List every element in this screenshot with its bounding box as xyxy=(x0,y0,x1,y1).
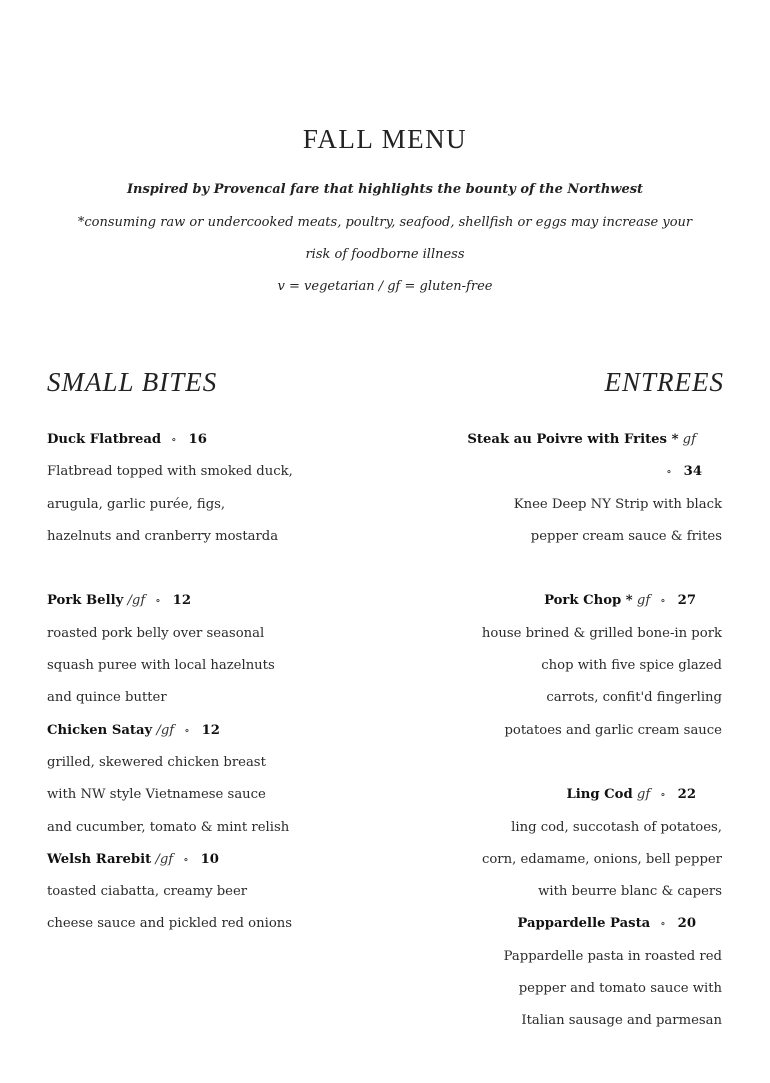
menu-item-header xyxy=(422,779,722,811)
menu-item-description: potatoes and garlic cream sauce xyxy=(504,722,722,738)
menu-item-description: house brined & grilled bone-in pork xyxy=(481,625,722,641)
small-bites-heading: SMALL BITES xyxy=(47,367,218,397)
separator-dot-icon: ∘ xyxy=(660,594,666,608)
menu-item-price: 22 xyxy=(677,787,696,803)
menu-item-header xyxy=(47,844,377,876)
menu-item-header xyxy=(422,424,722,456)
consumption-warning-line-2: risk of foodborne illness xyxy=(305,247,465,262)
menu-item-name: Welsh Rarebit xyxy=(47,851,152,867)
consumption-warning-line-1: *consuming raw or undercooked meats, poultry, seafood, shellfish or eggs may increase your xyxy=(77,215,693,230)
menu-item-duck-flatbread xyxy=(47,424,377,553)
menu-item-price-line xyxy=(422,456,722,488)
menu-item-description: roasted pork belly over seasonal xyxy=(47,625,265,641)
separator-dot-icon: ∘ xyxy=(666,465,672,479)
menu-item-description: Italian sausage and parmesan xyxy=(521,1013,722,1029)
menu-item-description: squash puree with local hazelnuts xyxy=(47,658,275,674)
menu-item-pork-chop xyxy=(422,585,722,746)
menu-item-description: Flatbread topped with smoked duck, xyxy=(47,464,293,480)
menu-item-description: Knee Deep NY Strip with black xyxy=(513,496,722,512)
item-spacer xyxy=(422,553,722,585)
item-spacer xyxy=(422,747,722,779)
menu-item-name: Pork Chop * xyxy=(544,593,633,609)
menu-item-price: 16 xyxy=(188,432,207,447)
menu-item-price: 12 xyxy=(201,722,220,738)
dietary-tag: gf xyxy=(636,787,651,803)
menu-item-name: Ling Cod xyxy=(566,787,633,803)
menu-item-name: Steak au Poivre with Frites * xyxy=(467,432,679,447)
menu-item-description: hazelnuts and cranberry mostarda xyxy=(47,528,279,544)
tagline: Inspired by Provencal fare that highlights the bounty of the Northwest xyxy=(126,182,644,197)
dietary-legend: v = vegetarian / gf = gluten-free xyxy=(277,279,493,294)
dietary-tag: gf xyxy=(636,593,651,609)
separator-dot-icon: ∘ xyxy=(183,852,189,866)
menu-item-header xyxy=(47,585,377,617)
menu-item-description: toasted ciabatta, creamy beer xyxy=(47,884,248,900)
menu-item-steak-au-poivre xyxy=(422,424,722,553)
separator-dot-icon: ∘ xyxy=(660,917,666,931)
separator-dot-icon: ∘ xyxy=(184,723,190,737)
menu-item-header xyxy=(47,424,377,456)
menu-item-description: arugula, garlic purée, figs, xyxy=(47,496,226,512)
menu-item-description: with NW style Vietnamese sauce xyxy=(47,787,266,803)
menu-item-description: corn, edamame, onions, bell pepper xyxy=(481,851,722,867)
menu-item-description: grilled, skewered chicken breast xyxy=(47,754,266,770)
menu-item-header xyxy=(422,908,722,940)
menu-item-welsh-rarebit xyxy=(47,844,377,941)
menu-item-price: 20 xyxy=(677,916,696,932)
menu-item-ling-cod xyxy=(422,779,722,908)
menu-item-price: 34 xyxy=(683,464,702,480)
menu-item-description: ling cod, succotash of potatoes, xyxy=(511,819,722,835)
menu-item-header xyxy=(47,715,377,747)
menu-item-header xyxy=(422,585,722,617)
menu-item-price: 10 xyxy=(200,851,219,867)
page-title: FALL MENU xyxy=(302,124,468,154)
item-spacer xyxy=(47,553,377,585)
menu-item-description: chop with five spice glazed xyxy=(541,658,722,674)
menu-item-price: 12 xyxy=(172,593,192,609)
menu-item-name: Chicken Satay xyxy=(47,722,153,738)
menu-item-description: with beurre blanc & capers xyxy=(538,884,722,900)
menu-item-pork-belly xyxy=(47,585,377,714)
menu-item-description: and quince butter xyxy=(47,690,167,706)
dietary-tag: /gf xyxy=(127,593,146,609)
menu-item-name: Duck Flatbread xyxy=(47,432,162,447)
menu-item-description: Pappardelle pasta in roasted red xyxy=(503,948,722,964)
menu-item-name: Pappardelle Pasta xyxy=(517,916,651,932)
menu-item-description: cheese sauce and pickled red onions xyxy=(47,916,293,932)
menu-item-description: pepper and tomato sauce with xyxy=(518,981,722,997)
small-bites-column xyxy=(47,424,377,941)
menu-item-description: carrots, confit'd fingerling xyxy=(546,690,722,706)
menu-item-name: Pork Belly xyxy=(47,593,124,609)
dietary-tag: gf xyxy=(682,432,696,447)
menu-item-price: 27 xyxy=(677,593,696,609)
menu-item-description: pepper cream sauce & frites xyxy=(530,528,722,544)
dietary-tag: /gf xyxy=(156,722,175,738)
menu-item-pappardelle-pasta xyxy=(422,908,722,1037)
entrees-column xyxy=(422,424,722,1038)
menu-item-description: and cucumber, tomato & mint relish xyxy=(47,819,290,835)
separator-dot-icon: ∘ xyxy=(171,433,177,446)
separator-dot-icon: ∘ xyxy=(155,594,161,608)
dietary-tag: /gf xyxy=(155,851,174,867)
menu-item-chicken-satay xyxy=(47,715,377,844)
entrees-heading: ENTREES xyxy=(604,367,724,397)
separator-dot-icon: ∘ xyxy=(660,788,666,802)
